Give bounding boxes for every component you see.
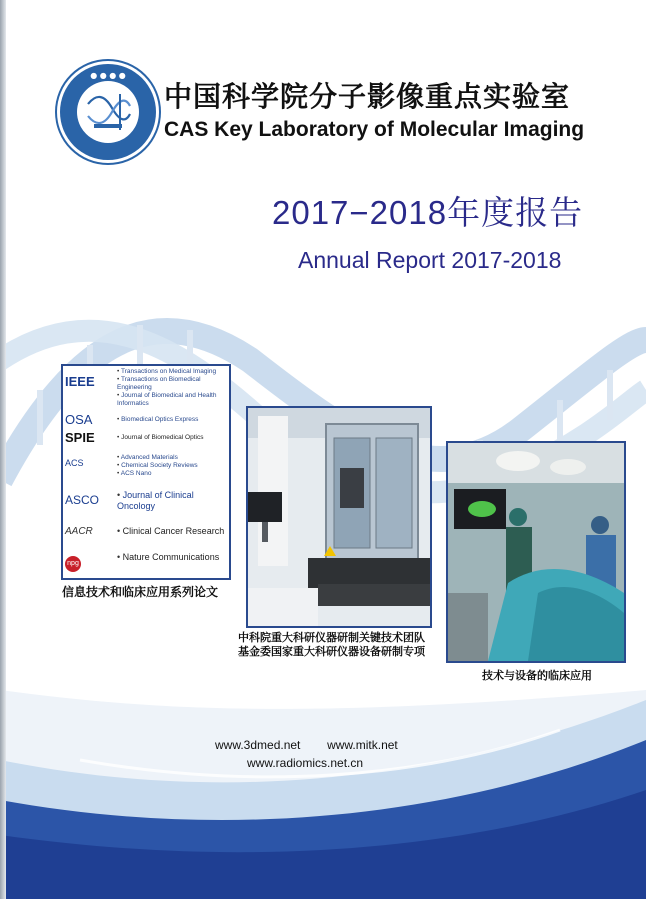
journal-name: • Advanced Materials — [117, 454, 229, 462]
svg-text:● ● ● ●: ● ● ● ● — [90, 71, 126, 80]
journal-name: • Journal of Biomedical and Health Informatics — [117, 392, 229, 408]
equipment-caption-line-1: 中科院重大科研仪器研制关键技术团队 — [238, 632, 425, 644]
publication-group — [65, 412, 229, 427]
website-link-radiomics[interactable]: www.radiomics.net.cn — [247, 756, 364, 770]
npg-logo: npg — [65, 552, 117, 572]
report-title-english: Annual Report 2017-2018 — [298, 247, 562, 273]
publications-caption: 信息技术和临床应用系列论文 — [62, 585, 219, 599]
equipment-photo — [246, 406, 432, 628]
left-edge-shadow — [0, 0, 6, 899]
equipment-caption-line-2: 基金委国家重大科研仪器设备研制专项 — [238, 646, 425, 658]
spie-logo: SPIE — [65, 430, 95, 445]
asco-logo: ASCO — [65, 493, 100, 507]
equipment-illustration — [248, 408, 430, 626]
publication-group — [65, 368, 229, 408]
journal-name: • Chemical Society Reviews — [117, 462, 229, 470]
report-title-chinese: 2017−2018年度报告 — [272, 194, 584, 231]
surgery-illustration — [448, 443, 624, 661]
osa-logo: OSA — [65, 412, 93, 427]
clinical-caption: 技术与设备的临床应用 — [482, 670, 592, 682]
publication-group — [65, 552, 229, 572]
journal-name: • Journal of Clinical Oncology — [117, 490, 229, 512]
lab-logo — [60, 64, 156, 160]
website-link-mitk[interactable]: www.mitk.net — [327, 738, 398, 752]
publications-panel — [61, 364, 231, 580]
acs-logo: ACS — [65, 458, 84, 468]
ieee-logo: IEEE — [65, 374, 95, 389]
clinical-application-photo — [446, 441, 626, 663]
journal-name: • Nature Communications — [117, 552, 229, 563]
lab-name-english: CAS Key Laboratory of Molecular Imaging — [164, 118, 585, 141]
lab-name-chinese: 中国科学院分子影像重点实验室 — [164, 81, 571, 112]
publication-group — [65, 430, 229, 445]
lab-logo-ring — [60, 64, 156, 160]
journal-name: • Transactions on Medical Imaging — [117, 368, 229, 376]
publication-group — [65, 490, 229, 512]
publication-group — [65, 454, 229, 478]
equipment-caption — [238, 631, 425, 659]
website-link-3dmed[interactable]: www.3dmed.net — [215, 738, 301, 752]
website-links — [215, 736, 398, 772]
publication-group — [65, 526, 229, 537]
aacr-logo: AACR — [65, 526, 93, 537]
journal-name: • Clinical Cancer Research — [117, 526, 229, 537]
journal-name: • Journal of Biomedical Optics — [117, 434, 229, 442]
journal-name: • ACS Nano — [117, 470, 229, 478]
journal-name: • Biomedical Optics Express — [117, 416, 229, 424]
journal-name: • Transactions on Biomedical Engineering — [117, 376, 229, 392]
